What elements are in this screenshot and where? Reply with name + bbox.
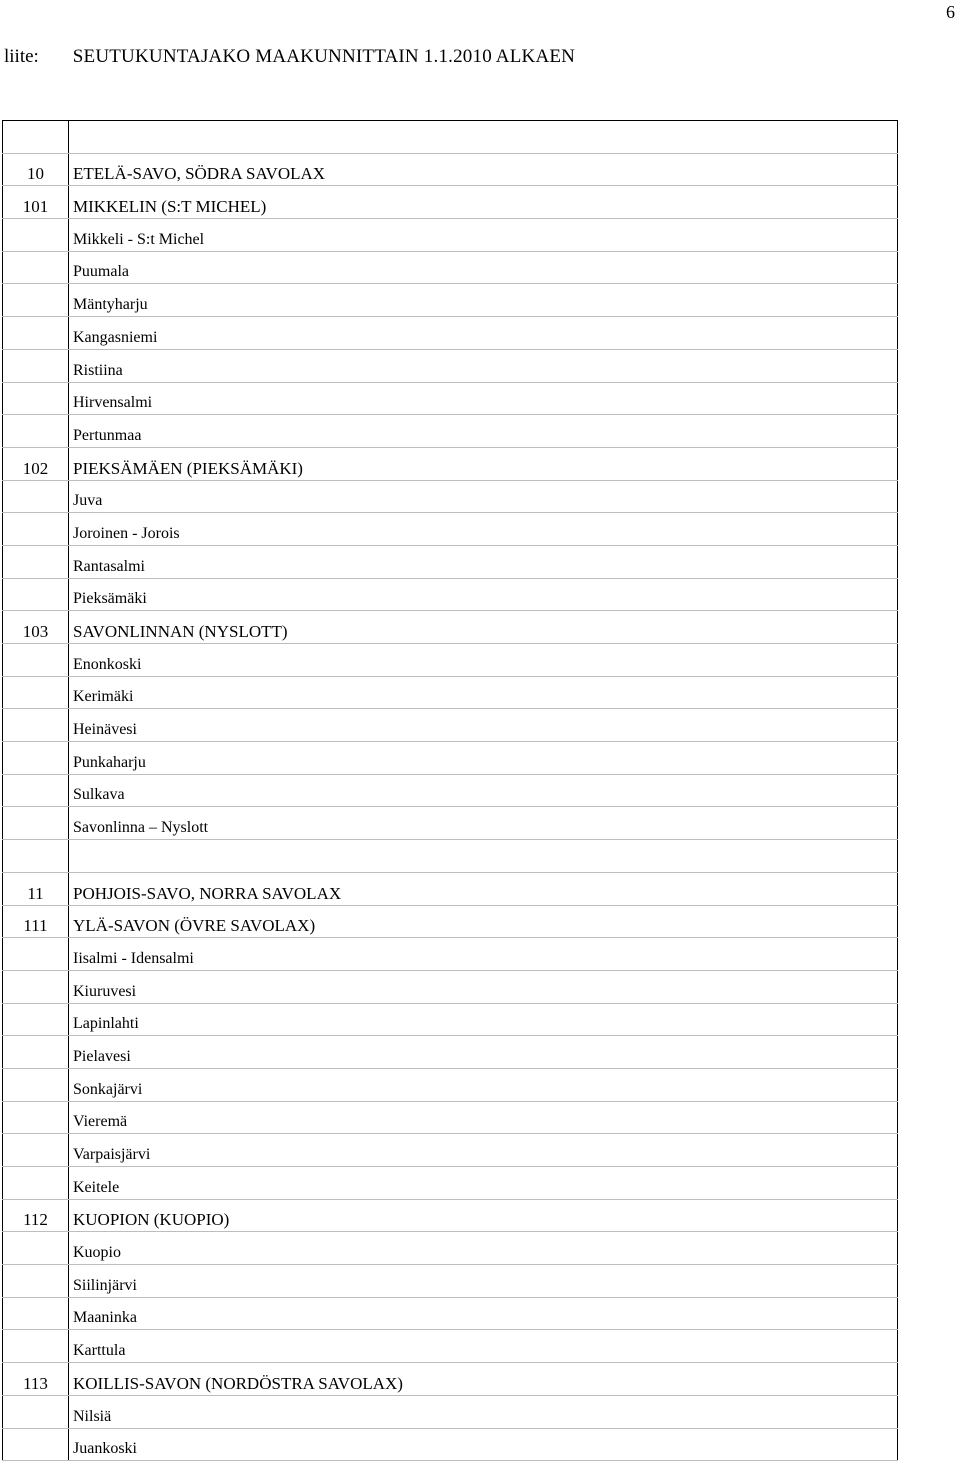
region-code-cell: 102 [3, 447, 69, 480]
region-name-cell: PIEKSÄMÄEN (PIEKSÄMÄKI) [69, 447, 898, 480]
table-municipality-row [3, 545, 898, 578]
table-municipality-row [3, 938, 898, 971]
table-municipality-row [3, 284, 898, 317]
table-region-row [3, 872, 898, 905]
region-name-cell: Kangasniemi [69, 317, 898, 350]
region-code-cell [3, 284, 69, 317]
table-municipality-row [3, 349, 898, 382]
region-name-cell: Puumala [69, 251, 898, 284]
region-name-cell: Rantasalmi [69, 545, 898, 578]
table-spacer-row [3, 840, 898, 873]
region-name-cell: SAVONLINNAN (NYSLOTT) [69, 611, 898, 644]
table-municipality-row [3, 480, 898, 513]
region-name-cell: Varpaisjärvi [69, 1134, 898, 1167]
region-code-cell [3, 742, 69, 775]
region-code-cell [3, 1232, 69, 1265]
table-municipality-row [3, 1036, 898, 1069]
region-code-cell [3, 676, 69, 709]
table-spacer-row [3, 121, 898, 154]
table-municipality-row [3, 1134, 898, 1167]
table-municipality-row [3, 1167, 898, 1200]
region-code-cell [3, 545, 69, 578]
region-code-cell [3, 840, 69, 873]
table-municipality-row [3, 578, 898, 611]
table-municipality-row [3, 1428, 898, 1461]
table-region-row [3, 447, 898, 480]
region-table-body [3, 121, 898, 1461]
region-name-cell: Joroinen - Jorois [69, 513, 898, 546]
region-name-cell: Ristiina [69, 349, 898, 382]
region-name-cell: Kerimäki [69, 676, 898, 709]
table-municipality-row [3, 1330, 898, 1363]
region-name-cell: Lapinlahti [69, 1003, 898, 1036]
table-region-row [3, 611, 898, 644]
region-name-cell: Savonlinna – Nyslott [69, 807, 898, 840]
region-code-cell [3, 1265, 69, 1298]
region-code-cell: 103 [3, 611, 69, 644]
region-name-cell: Kuopio [69, 1232, 898, 1265]
region-name-cell: Juankoski [69, 1428, 898, 1461]
region-name-cell: Juva [69, 480, 898, 513]
region-code-cell [3, 219, 69, 252]
region-name-cell: Pielavesi [69, 1036, 898, 1069]
region-name-cell: Pertunmaa [69, 415, 898, 448]
region-code-cell [3, 349, 69, 382]
region-name-cell: Kiuruvesi [69, 970, 898, 1003]
table-municipality-row [3, 807, 898, 840]
region-code-cell [3, 774, 69, 807]
table-municipality-row [3, 644, 898, 677]
region-name-cell: MIKKELIN (S:T MICHEL) [69, 186, 898, 219]
region-code-cell: 112 [3, 1199, 69, 1232]
region-name-cell: Vieremä [69, 1101, 898, 1134]
region-table [2, 120, 898, 1461]
region-code-cell [3, 382, 69, 415]
region-code-cell [3, 578, 69, 611]
region-name-cell: KUOPION (KUOPIO) [69, 1199, 898, 1232]
region-code-cell [3, 317, 69, 350]
region-name-cell: Siilinjärvi [69, 1265, 898, 1298]
table-municipality-row [3, 219, 898, 252]
table-municipality-row [3, 970, 898, 1003]
table-region-row [3, 153, 898, 186]
table-municipality-row [3, 1297, 898, 1330]
table-municipality-row [3, 1395, 898, 1428]
table-region-row [3, 905, 898, 938]
heading-prefix: liite: [4, 46, 39, 67]
region-name-cell [69, 121, 898, 154]
table-municipality-row [3, 317, 898, 350]
region-code-cell [3, 1134, 69, 1167]
table-municipality-row [3, 709, 898, 742]
region-name-cell: Sonkajärvi [69, 1068, 898, 1101]
table-municipality-row [3, 251, 898, 284]
table-municipality-row [3, 513, 898, 546]
table-municipality-row [3, 1003, 898, 1036]
table-region-row [3, 1199, 898, 1232]
region-code-cell [3, 251, 69, 284]
region-name-cell: Punkaharju [69, 742, 898, 775]
region-name-cell: ETELÄ-SAVO, SÖDRA SAVOLAX [69, 153, 898, 186]
region-code-cell [3, 644, 69, 677]
region-code-cell [3, 1330, 69, 1363]
region-code-cell [3, 480, 69, 513]
region-name-cell: Enonkoski [69, 644, 898, 677]
region-name-cell: Pieksämäki [69, 578, 898, 611]
region-code-cell: 113 [3, 1363, 69, 1396]
region-code-cell [3, 938, 69, 971]
region-code-cell [3, 1395, 69, 1428]
table-municipality-row [3, 1265, 898, 1298]
region-name-cell: Nilsiä [69, 1395, 898, 1428]
table-municipality-row [3, 676, 898, 709]
table-municipality-row [3, 742, 898, 775]
region-code-cell: 101 [3, 186, 69, 219]
region-name-cell: Keitele [69, 1167, 898, 1200]
region-name-cell [69, 840, 898, 873]
region-code-cell [3, 1068, 69, 1101]
region-code-cell [3, 513, 69, 546]
region-name-cell: Mäntyharju [69, 284, 898, 317]
document-heading [4, 46, 575, 68]
region-name-cell: Hirvensalmi [69, 382, 898, 415]
region-name-cell: Mikkeli - S:t Michel [69, 219, 898, 252]
page-number: 6 [946, 2, 955, 22]
region-code-cell [3, 415, 69, 448]
region-code-cell [3, 1428, 69, 1461]
region-code-cell [3, 709, 69, 742]
table-municipality-row [3, 1101, 898, 1134]
region-code-cell: 11 [3, 872, 69, 905]
region-code-cell [3, 1101, 69, 1134]
region-name-cell: Heinävesi [69, 709, 898, 742]
region-code-cell [3, 1003, 69, 1036]
table-municipality-row [3, 415, 898, 448]
region-code-cell [3, 970, 69, 1003]
table-municipality-row [3, 774, 898, 807]
region-name-cell: POHJOIS-SAVO, NORRA SAVOLAX [69, 872, 898, 905]
region-name-cell: Karttula [69, 1330, 898, 1363]
region-name-cell: KOILLIS-SAVON (NORDÖSTRA SAVOLAX) [69, 1363, 898, 1396]
heading-title: SEUTUKUNTAJAKO MAAKUNNITTAIN 1.1.2010 ALKAEN [72, 46, 576, 67]
region-name-cell: Sulkava [69, 774, 898, 807]
table-region-row [3, 186, 898, 219]
region-code-cell [3, 1297, 69, 1330]
region-name-cell: Maaninka [69, 1297, 898, 1330]
region-code-cell: 111 [3, 905, 69, 938]
region-code-cell [3, 807, 69, 840]
table-municipality-row [3, 1068, 898, 1101]
table-municipality-row [3, 382, 898, 415]
region-name-cell: YLÄ-SAVON (ÖVRE SAVOLAX) [69, 905, 898, 938]
region-code-cell [3, 1036, 69, 1069]
region-code-cell [3, 1167, 69, 1200]
region-name-cell: Iisalmi - Idensalmi [69, 938, 898, 971]
table-municipality-row [3, 1232, 898, 1265]
region-code-cell [3, 121, 69, 154]
region-code-cell: 10 [3, 153, 69, 186]
